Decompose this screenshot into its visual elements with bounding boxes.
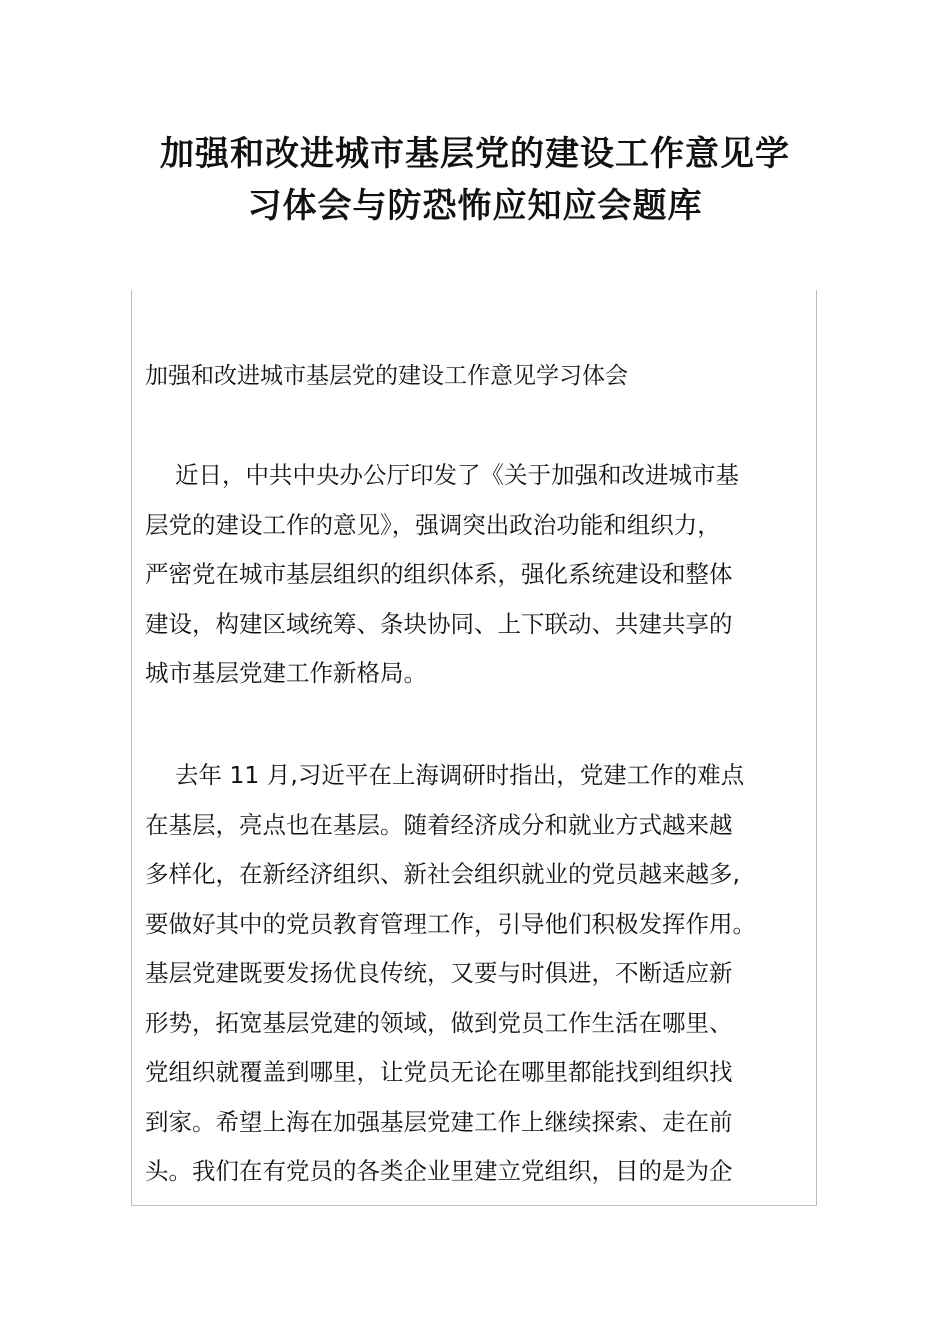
document-title-line-1: 加强和改进城市基层党的建设工作意见学 (160, 134, 790, 174)
paragraph-line: 建设，构建区域统筹、条块协同、上下联动、共建共享的 (145, 609, 733, 638)
paragraph-line: 基层党建既要发扬优良传统，又要与时俱进，不断适应新 (145, 959, 733, 987)
paragraph-line: 党组织就覆盖到哪里，让党员无论在哪里都能找到组织找 (145, 1058, 733, 1086)
document-title-line-2: 习体会与防恐怖应知应会题库 (247, 186, 703, 226)
paragraph-line: 去年 11 月,习近平在上海调研时指出，党建工作的难点 (175, 761, 745, 789)
document-title (0, 128, 950, 232)
paragraph-line: 到家。希望上海在加强基层党建工作上继续探索、走在前 (145, 1107, 733, 1136)
paragraph-line: 头。我们在有党员的各类企业里建立党组织，目的是为企 (145, 1157, 733, 1185)
paragraph-line: 形势，拓宽基层党建的领域，做到党员工作生活在哪里、 (145, 1008, 733, 1037)
paragraph-line: 城市基层党建工作新格局。 (145, 659, 427, 687)
paragraph-line: 在基层，亮点也在基层。随着经济成分和就业方式越来越 (145, 810, 733, 839)
paragraph-line: 多样化，在新经济组织、新社会组织就业的党员越来越多, (145, 860, 740, 888)
paragraph-line: 近日，中共中央办公厅印发了《关于加强和改进城市基 (175, 461, 739, 489)
body-paragraph-2 (145, 751, 795, 1197)
paragraph-line: 要做好其中的党员教育管理工作，引导他们积极发挥作用。 (145, 909, 756, 938)
paragraph-line: 层党的建设工作的意见》，强调突出政治功能和组织力， (145, 510, 721, 539)
body-paragraph-1 (145, 451, 795, 699)
section-heading: 加强和改进城市基层党的建设工作意见学习体会 (145, 363, 628, 389)
paragraph-line: 严密党在城市基层组织的组织体系，强化系统建设和整体 (145, 560, 733, 588)
